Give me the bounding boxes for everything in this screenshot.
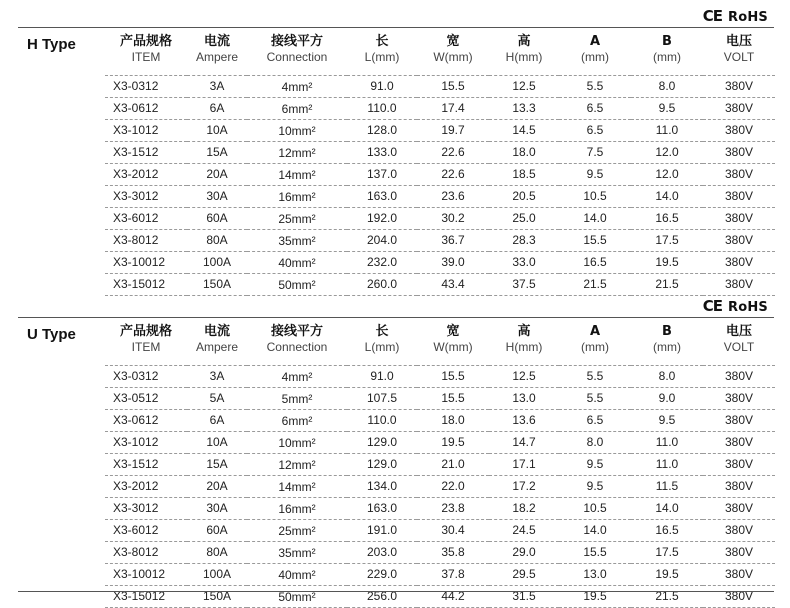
column-header [347, 324, 417, 366]
table-cell: 6mm² [247, 98, 347, 120]
column-header [105, 324, 187, 366]
table-cell: 6mm² [247, 410, 347, 432]
column-header-zh: 产品规格 [119, 34, 172, 49]
table-row [105, 564, 775, 586]
table-cell: X3-0312 [105, 366, 187, 388]
table-cell: 50mm² [247, 586, 347, 608]
table-cell: 380V [703, 520, 775, 542]
table-cell: 16.5 [631, 520, 703, 542]
table-row [105, 586, 775, 608]
table-cell: 9.5 [631, 98, 703, 120]
column-header-zh: 产品规格 [119, 324, 172, 339]
table-cell: 29.5 [489, 564, 559, 586]
table-cell: 16.5 [559, 252, 631, 274]
table-cell: 6.5 [559, 120, 631, 142]
column-header [703, 34, 775, 76]
certification-marks-u [703, 297, 768, 315]
table-cell: 3A [187, 76, 247, 98]
table-cell: 10mm² [247, 120, 347, 142]
table-cell: 8.0 [559, 432, 631, 454]
column-header-en: (mm) [653, 50, 681, 64]
table-cell: 30.4 [417, 520, 489, 542]
table-cell: 25mm² [247, 520, 347, 542]
table-cell: 100A [187, 252, 247, 274]
table-cell: 191.0 [347, 520, 417, 542]
column-header-en: W(mm) [433, 340, 473, 354]
table-cell: X3-10012 [105, 252, 187, 274]
table-cell: 11.0 [631, 432, 703, 454]
table-cell: 14mm² [247, 476, 347, 498]
table-cell: 15A [187, 142, 247, 164]
table-cell: 12.0 [631, 142, 703, 164]
table-cell: 14.5 [489, 120, 559, 142]
table-cell: 29.0 [489, 542, 559, 564]
table-cell: 17.5 [631, 230, 703, 252]
table-cell: 35.8 [417, 542, 489, 564]
column-header [559, 324, 631, 366]
table-cell: 30A [187, 186, 247, 208]
table-header-row [105, 34, 775, 76]
column-header [489, 324, 559, 366]
table-cell: 380V [703, 410, 775, 432]
table-cell: 9.5 [631, 410, 703, 432]
table-cell: 15.5 [559, 542, 631, 564]
table-cell: 8.0 [631, 366, 703, 388]
table-cell: 15.5 [559, 230, 631, 252]
table-row [105, 274, 775, 296]
column-header [247, 324, 347, 366]
table-cell: 129.0 [347, 454, 417, 476]
table-cell: 380V [703, 252, 775, 274]
table-cell: 5.5 [559, 76, 631, 98]
column-header [631, 324, 703, 366]
certification-marks-h [703, 7, 768, 25]
table-cell: X3-1512 [105, 142, 187, 164]
table-cell: 9.5 [559, 164, 631, 186]
table-cell: 43.4 [417, 274, 489, 296]
table-cell: 40mm² [247, 252, 347, 274]
column-header-zh: 宽 [446, 324, 460, 339]
table-cell: 37.5 [489, 274, 559, 296]
table-cell: 37.8 [417, 564, 489, 586]
h-type-top-rule [18, 27, 774, 28]
column-header-zh: 接线平方 [270, 324, 323, 339]
table-cell: 60A [187, 520, 247, 542]
table-cell: 21.5 [559, 274, 631, 296]
table-cell: 10A [187, 120, 247, 142]
table-cell: X3-6012 [105, 520, 187, 542]
column-header-en: Ampere [195, 340, 239, 354]
table-cell: 110.0 [347, 410, 417, 432]
table-cell: 17.2 [489, 476, 559, 498]
u-type-table [105, 324, 775, 608]
table-cell: 137.0 [347, 164, 417, 186]
table-cell: 11.0 [631, 120, 703, 142]
table-cell: 13.3 [489, 98, 559, 120]
table-cell: 12mm² [247, 454, 347, 476]
table-cell: X3-8012 [105, 542, 187, 564]
ce-mark: CE [702, 7, 723, 25]
table-cell: 17.5 [631, 542, 703, 564]
table-cell: 22.6 [417, 142, 489, 164]
column-header-zh: A [589, 34, 601, 49]
table-cell: 129.0 [347, 432, 417, 454]
table-cell: 5mm² [247, 388, 347, 410]
table-cell: 107.5 [347, 388, 417, 410]
column-header [187, 324, 247, 366]
h-type-title: H Type [27, 36, 76, 53]
table-row [105, 98, 775, 120]
table-cell: X3-1512 [105, 454, 187, 476]
column-header-en: H(mm) [505, 50, 543, 64]
table-cell: 39.0 [417, 252, 489, 274]
table-cell: 21.5 [631, 586, 703, 608]
table-cell: 256.0 [347, 586, 417, 608]
table-cell: 20A [187, 164, 247, 186]
table-row [105, 164, 775, 186]
table-cell: X3-0612 [105, 410, 187, 432]
column-header [105, 34, 187, 76]
table-cell: 30.2 [417, 208, 489, 230]
table-cell: 380V [703, 274, 775, 296]
table-cell: 100A [187, 564, 247, 586]
column-header-en: Connection [266, 50, 328, 64]
table-cell: X3-0512 [105, 388, 187, 410]
table-cell: 10mm² [247, 432, 347, 454]
table-cell: 91.0 [347, 366, 417, 388]
table-cell: 80A [187, 230, 247, 252]
table-cell: 5.5 [559, 366, 631, 388]
table-cell: 150A [187, 274, 247, 296]
table-cell: 36.7 [417, 230, 489, 252]
column-header-zh: 接线平方 [270, 34, 323, 49]
table-cell: 17.4 [417, 98, 489, 120]
table-cell: 21.5 [631, 274, 703, 296]
column-header-zh: 高 [517, 324, 531, 339]
table-cell: 14mm² [247, 164, 347, 186]
table-cell: 380V [703, 564, 775, 586]
table-row [105, 410, 775, 432]
column-header [417, 324, 489, 366]
table-cell: 10A [187, 432, 247, 454]
table-cell: 60A [187, 208, 247, 230]
table-cell: 163.0 [347, 186, 417, 208]
column-header [631, 34, 703, 76]
column-header-zh: 高 [517, 34, 531, 49]
table-row [105, 76, 775, 98]
table-cell: 16.5 [631, 208, 703, 230]
table-cell: 380V [703, 142, 775, 164]
table-cell: 204.0 [347, 230, 417, 252]
rohs-mark: RoHS [728, 300, 768, 315]
column-header-en: L(mm) [364, 50, 400, 64]
u-type-bottom-rule [18, 591, 774, 592]
table-row [105, 454, 775, 476]
table-cell: 35mm² [247, 230, 347, 252]
table-cell: 6.5 [559, 98, 631, 120]
table-cell: 232.0 [347, 252, 417, 274]
table-row [105, 542, 775, 564]
table-cell: 4mm² [247, 366, 347, 388]
column-header-zh: B [662, 324, 672, 339]
table-cell: 110.0 [347, 98, 417, 120]
column-header-zh: A [589, 324, 601, 339]
column-header-en: (mm) [581, 50, 609, 64]
table-cell: 14.0 [559, 520, 631, 542]
column-header [417, 34, 489, 76]
table-cell: 19.5 [631, 564, 703, 586]
table-cell: 44.2 [417, 586, 489, 608]
column-header-en: Connection [266, 340, 328, 354]
table-cell: 5.5 [559, 388, 631, 410]
table-cell: 40mm² [247, 564, 347, 586]
table-header-row [105, 324, 775, 366]
table-cell: 15.5 [417, 76, 489, 98]
table-cell: 380V [703, 454, 775, 476]
table-cell: 21.0 [417, 454, 489, 476]
table-cell: 19.5 [559, 586, 631, 608]
table-cell: 25mm² [247, 208, 347, 230]
table-cell: 18.0 [489, 142, 559, 164]
table-cell: 33.0 [489, 252, 559, 274]
table-cell: 13.0 [489, 388, 559, 410]
table-cell: 25.0 [489, 208, 559, 230]
table-cell: 19.5 [417, 432, 489, 454]
table-row [105, 432, 775, 454]
table-cell: 11.5 [631, 476, 703, 498]
table-cell: 3A [187, 366, 247, 388]
table-cell: 5A [187, 388, 247, 410]
table-cell: 380V [703, 366, 775, 388]
table-cell: 380V [703, 164, 775, 186]
table-cell: X3-3012 [105, 498, 187, 520]
table-cell: 24.5 [489, 520, 559, 542]
table-row [105, 388, 775, 410]
table-cell: 380V [703, 230, 775, 252]
table-cell: X3-1012 [105, 432, 187, 454]
table-cell: 15A [187, 454, 247, 476]
table-cell: 128.0 [347, 120, 417, 142]
column-header-zh: 电压 [725, 324, 752, 339]
table-cell: 6.5 [559, 410, 631, 432]
table-cell: 11.0 [631, 454, 703, 476]
rohs-mark: RoHS [728, 10, 768, 25]
table-cell: 133.0 [347, 142, 417, 164]
column-header [187, 34, 247, 76]
table-cell: X3-2012 [105, 476, 187, 498]
table-cell: 150A [187, 586, 247, 608]
table-row [105, 476, 775, 498]
table-cell: X3-10012 [105, 564, 187, 586]
table-cell: 10.5 [559, 498, 631, 520]
table-cell: 380V [703, 388, 775, 410]
column-header [559, 34, 631, 76]
table-cell: 12.0 [631, 164, 703, 186]
table-cell: 22.0 [417, 476, 489, 498]
table-row [105, 186, 775, 208]
column-header [347, 34, 417, 76]
table-row [105, 120, 775, 142]
table-cell: X3-15012 [105, 274, 187, 296]
table-cell: 14.0 [559, 208, 631, 230]
table-cell: X3-0612 [105, 98, 187, 120]
column-header-en: Ampere [195, 50, 239, 64]
table-cell: 13.6 [489, 410, 559, 432]
column-header-zh: 电流 [203, 324, 230, 339]
table-cell: 16mm² [247, 498, 347, 520]
table-row [105, 252, 775, 274]
column-header-en: W(mm) [433, 50, 473, 64]
table-cell: 134.0 [347, 476, 417, 498]
table-cell: 14.0 [631, 186, 703, 208]
table-cell: 80A [187, 542, 247, 564]
table-cell: 20.5 [489, 186, 559, 208]
h-type-table [105, 34, 775, 296]
table-cell: 50mm² [247, 274, 347, 296]
table-cell: 23.8 [417, 498, 489, 520]
table-cell: 18.2 [489, 498, 559, 520]
table-row [105, 520, 775, 542]
table-cell: 260.0 [347, 274, 417, 296]
u-type-top-rule [18, 317, 774, 318]
table-cell: 28.3 [489, 230, 559, 252]
column-header-zh: 宽 [446, 34, 460, 49]
table-cell: 203.0 [347, 542, 417, 564]
column-header-zh: B [662, 34, 672, 49]
table-cell: 10.5 [559, 186, 631, 208]
column-header [489, 34, 559, 76]
table-cell: 22.6 [417, 164, 489, 186]
table-cell: X3-6012 [105, 208, 187, 230]
table-cell: 4mm² [247, 76, 347, 98]
column-header-en: VOLT [723, 340, 755, 354]
table-cell: 35mm² [247, 542, 347, 564]
table-cell: 31.5 [489, 586, 559, 608]
ce-mark: CE [702, 297, 723, 315]
table-cell: 380V [703, 76, 775, 98]
table-row [105, 208, 775, 230]
table-cell: 8.0 [631, 76, 703, 98]
table-cell: 19.7 [417, 120, 489, 142]
table-cell: X3-2012 [105, 164, 187, 186]
table-cell: 15.5 [417, 366, 489, 388]
table-cell: 380V [703, 120, 775, 142]
table-cell: 380V [703, 542, 775, 564]
table-cell: 380V [703, 498, 775, 520]
table-cell: 229.0 [347, 564, 417, 586]
table-cell: 13.0 [559, 564, 631, 586]
column-header-en: L(mm) [364, 340, 400, 354]
table-cell: 91.0 [347, 76, 417, 98]
table-cell: X3-8012 [105, 230, 187, 252]
column-header-en: (mm) [581, 340, 609, 354]
table-cell: 30A [187, 498, 247, 520]
table-cell: 380V [703, 186, 775, 208]
table-cell: 163.0 [347, 498, 417, 520]
table-cell: 18.0 [417, 410, 489, 432]
column-header-en: (mm) [653, 340, 681, 354]
table-cell: X3-15012 [105, 586, 187, 608]
column-header-zh: 电流 [203, 34, 230, 49]
table-cell: 192.0 [347, 208, 417, 230]
table-cell: 12.5 [489, 76, 559, 98]
table-cell: 6A [187, 410, 247, 432]
table-cell: X3-1012 [105, 120, 187, 142]
table-cell: 17.1 [489, 454, 559, 476]
u-type-title: U Type [27, 326, 76, 343]
table-cell: 14.7 [489, 432, 559, 454]
table-cell: 380V [703, 432, 775, 454]
table-cell: 20A [187, 476, 247, 498]
column-header [247, 34, 347, 76]
table-cell: 380V [703, 586, 775, 608]
column-header [703, 324, 775, 366]
table-cell: 9.5 [559, 476, 631, 498]
column-header-en: H(mm) [505, 340, 543, 354]
table-cell: 15.5 [417, 388, 489, 410]
table-cell: 6A [187, 98, 247, 120]
table-cell: X3-3012 [105, 186, 187, 208]
table-cell: 380V [703, 98, 775, 120]
column-header-zh: 长 [375, 324, 389, 339]
table-cell: X3-0312 [105, 76, 187, 98]
table-cell: 12mm² [247, 142, 347, 164]
table-row [105, 230, 775, 252]
table-cell: 19.5 [631, 252, 703, 274]
column-header-en: ITEM [131, 340, 161, 354]
table-row [105, 366, 775, 388]
table-cell: 18.5 [489, 164, 559, 186]
table-cell: 9.5 [559, 454, 631, 476]
table-cell: 9.0 [631, 388, 703, 410]
table-cell: 7.5 [559, 142, 631, 164]
column-header-en: ITEM [131, 50, 161, 64]
column-header-zh: 电压 [725, 34, 752, 49]
table-row [105, 142, 775, 164]
table-cell: 16mm² [247, 186, 347, 208]
table-cell: 12.5 [489, 366, 559, 388]
table-row [105, 498, 775, 520]
column-header-en: VOLT [723, 50, 755, 64]
column-header-zh: 长 [375, 34, 389, 49]
table-cell: 380V [703, 476, 775, 498]
table-cell: 14.0 [631, 498, 703, 520]
table-cell: 23.6 [417, 186, 489, 208]
table-cell: 380V [703, 208, 775, 230]
